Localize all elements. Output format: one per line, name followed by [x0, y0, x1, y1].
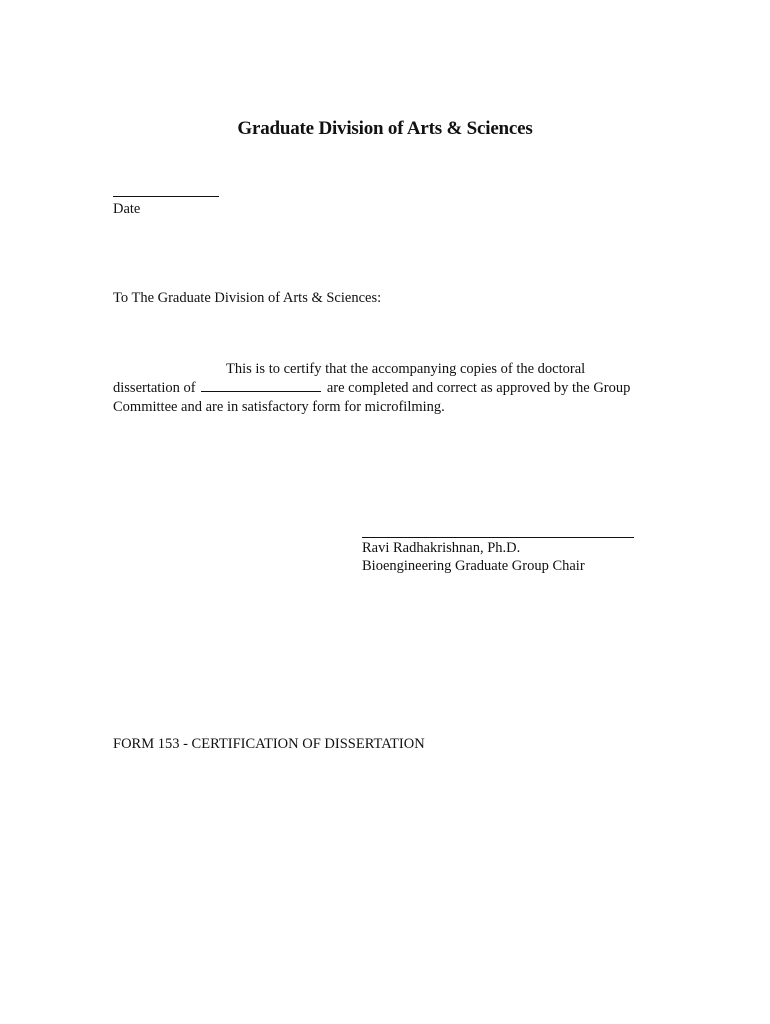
dissertation-name-blank [201, 379, 321, 392]
signatory-name: Ravi Radhakrishnan, Ph.D. [362, 540, 521, 556]
body-line-1: This is to certify that the accompanying copies of the doctoral [226, 361, 586, 377]
certification-paragraph [113, 360, 673, 417]
document-title: Graduate Division of Arts & Sciences [237, 118, 533, 139]
body-line-2-prefix: dissertation of [113, 380, 196, 396]
salutation: To The Graduate Division of Arts & Sciences: [113, 290, 382, 306]
chair-signature-line [362, 537, 634, 538]
body-line-2 [113, 379, 673, 398]
date-label: Date [113, 201, 141, 217]
signatory-title: Bioengineering Graduate Group Chair [362, 558, 585, 574]
body-line-2-suffix: are completed and correct as approved by the Group [326, 380, 631, 396]
form-label: FORM 153 - CERTIFICATION OF DISSERTATION [113, 736, 425, 752]
date-signature-line [113, 196, 219, 197]
body-line-3: Committee and are in satisfactory form for microfilming. [113, 399, 445, 415]
